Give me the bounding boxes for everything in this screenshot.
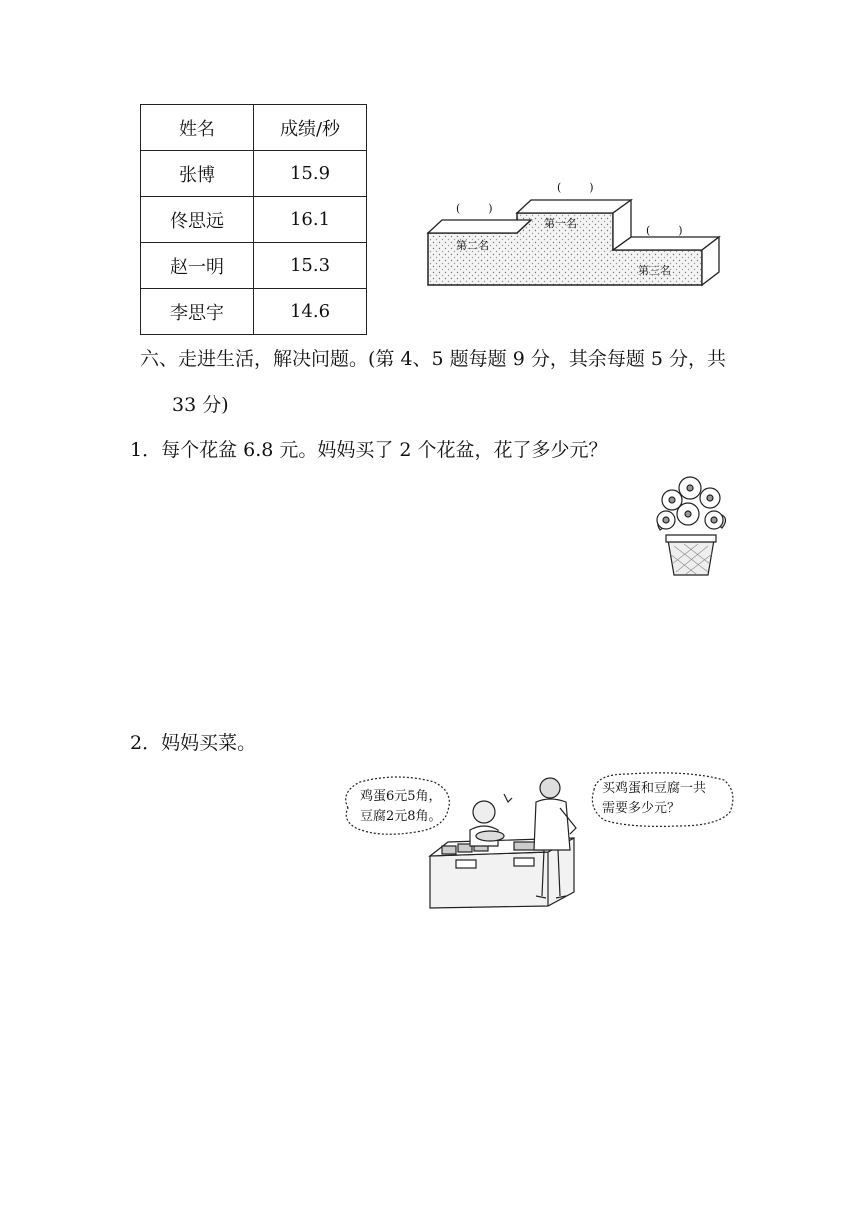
podium-second-blank: ( ) <box>456 202 493 215</box>
cell-name: 赵一明 <box>141 243 254 289</box>
seller-speech-line2: 豆腐2元8角。 <box>360 809 442 824</box>
flower-pot-illustration <box>650 472 732 580</box>
podium-first-label: 第一名 <box>544 217 577 230</box>
cell-score: 14.6 <box>254 289 367 335</box>
podium-third-blank: ( ) <box>646 224 683 237</box>
cell-name: 佟思远 <box>141 197 254 243</box>
cell-score: 15.9 <box>254 151 367 197</box>
cell-name: 李思宇 <box>141 289 254 335</box>
question-2-text: 2．妈妈买菜。 <box>130 732 257 754</box>
header-name: 姓名 <box>141 105 254 151</box>
market-scene-illustration <box>338 768 738 910</box>
race-results-table <box>140 104 367 335</box>
podium-second-label: 第二名 <box>456 239 489 252</box>
table-row <box>141 197 367 243</box>
mother-speech-line2: 需要多少元？ <box>602 801 681 816</box>
table-header-row <box>141 105 367 151</box>
mother-speech-line1: 买鸡蛋和豆腐一共 <box>602 781 707 796</box>
section-title-line1: 六、走进生活，解决问题。(第 4、5 题每题 9 分，其余每题 5 分，共 <box>140 348 727 370</box>
cell-score: 15.3 <box>254 243 367 289</box>
header-score: 成绩/秒 <box>254 105 367 151</box>
podium-first-blank: ( ) <box>557 181 594 194</box>
table-row <box>141 243 367 289</box>
cell-name: 张博 <box>141 151 254 197</box>
table-row <box>141 151 367 197</box>
cell-score: 16.1 <box>254 197 367 243</box>
podium-third-label: 第三名 <box>638 264 671 277</box>
section-title-line2: 33 分) <box>172 394 229 416</box>
podium-illustration <box>420 175 725 290</box>
seller-speech-line1: 鸡蛋6元5角， <box>360 789 442 804</box>
table-row <box>141 289 367 335</box>
question-1-text: 1．每个花盆 6.8 元。妈妈买了 2 个花盆，花了多少元？ <box>130 439 608 461</box>
